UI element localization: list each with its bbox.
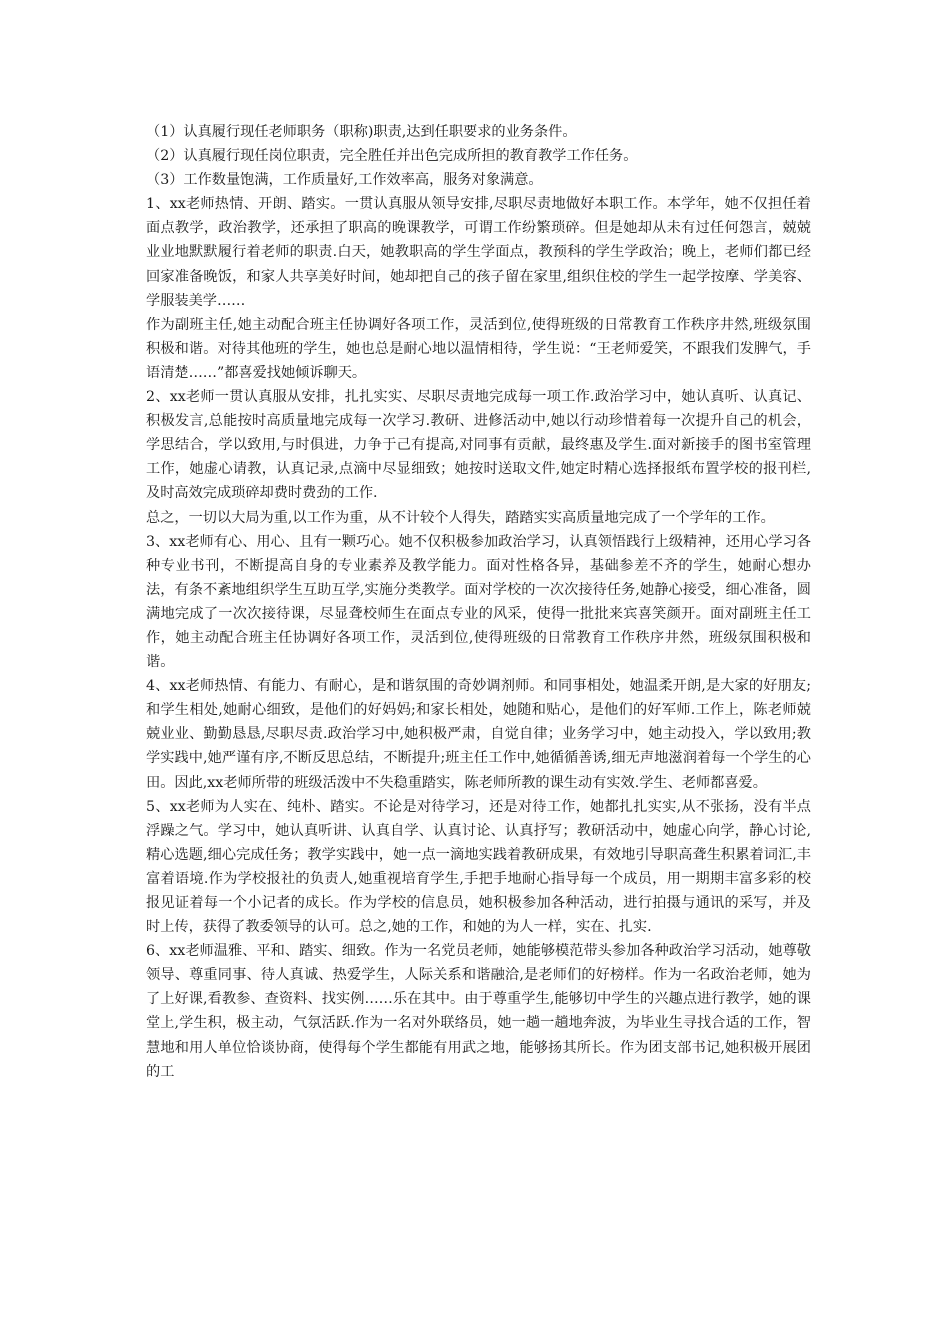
- requirement-3: （3）工作数量饱满，工作质量好,工作效率高，服务对象满意。: [146, 172, 543, 189]
- paragraph-teacher-5: 5、xx老师为人实在、纯朴、踏实。不论是对待学习，还是对待工作，她都扎扎实实,从不张扬，没有半点浮躁之气。学习中，她认真听讲、认真自学、认真讨论、认真抒写；教研活动中，她虚心向学，静心讨论,精心选题,细心完成任务；教学实践中，她一点一滴地实践着教研成果，有效地引导职高聋生积累着词汇,丰富着语境.作为学校报社的负责人,她重视培育学生,手把手地耐心指导每一个成员，用一期期丰富多彩的校报见证着每一个小记者的成长。作为学校的信息员，她积极参加各种活动，进行拍摄与通讯的采写，并及时上传，获得了教委领导的认可。总之,她的工作，和她的为人一样，实在、扎实.: [146, 798, 811, 936]
- paragraph-teacher-4: 4、xx老师热情、有能力、有耐心，是和谐氛围的奇妙调剂师。和同事相处，她温柔开朗,是大家的好朋友;和学生相处,她耐心细致，是他们的好妈妈;和家长相处，她随和贴心，是他们的好军师.工作上，陈老师兢兢业业、勤勤恳恳,尽职尽责.政治学习中,她积极严肃，自觉自律；业务学习中，她主动投入，学以致用;教学实践中,她严谨有序,不断反思总结，不断提升;班主任工作中,她循循善诱,细无声地滋润着每一个学生的心田。因此,xx老师所带的班级活泼中不失稳重踏实，陈老师所教的课生动有实效.学生、老师都喜爱。: [146, 678, 811, 791]
- paragraph-teacher-1-cont: 作为副班主任,她主动配合班主任协调好各项工作，灵活到位,使得班级的日常教育工作秩序井然,班级氛围积极和谐。对待其他班的学生，她也总是耐心地以温情相待，学生说：“王老师爱笑，不跟我们发脾气，手语清楚……”都喜爱找她倾诉聊天。: [146, 316, 811, 381]
- paragraph-summary: 总之，一切以大局为重,以工作为重，从不计较个人得失，踏踏实实高质量地完成了一个学年的工作。: [146, 509, 775, 526]
- requirement-1: （1）认真履行现任老师职务（职称)职责,达到任职要求的业务条件。: [146, 124, 577, 140]
- paragraph-teacher-6: 6、xx老师温雅、平和、踏实、细致。作为一名党员老师，她能够模范带头参加各种政治学习活动，她尊敬领导、尊重同事、待人真诚、热爱学生，人际关系和谐融洽,是老师们的好榜样。作为一名政治老师，她为了上好课,看教参、查资料、找实例……乐在其中。由于尊重学生,能够切中学生的兴趣点进行教学，她的课堂上,学生积，极主动，气氛活跃.作为一名对外联络员，她一趟一趟地奔波，为毕业生寻找合适的工作，智慧地和用人单位恰谈协商，使得每个学生都能有用武之地，能够扬其所长。作为团支部书记,她积极开展团的工: [146, 943, 811, 1080]
- requirement-2: （2）认真履行现任岗位职责，完全胜任并出色完成所担的教育教学工作任务。: [146, 148, 638, 165]
- paragraph-teacher-2: 2、xx老师一贯认真服从安排，扎扎实实、尽职尽责地完成每一项工作.政治学习中，她认真听、认真记、积极发言,总能按时高质量地完成每一次学习.教研、进修活动中,她以行动珍惜着每一次提升自己的机会，学思结合，学以致用,与时俱进，力争于己有提高,对同事有贡献，最终惠及学生.面对新接手的图书室管理工作，她虚心请教，认真记录,点滴中尽显细致；她按时送取文件,她定时精心选择报纸布置学校的报刊栏,及时高效完成琐碎却费时费劲的工作.: [146, 389, 811, 502]
- paragraph-teacher-3: 3、xx老师有心、用心、且有一颗巧心。她不仅积极参加政治学习，认真领悟践行上级精神，还用心学习各种专业书刊，不断提高自身的专业素养及教学能力。面对性格各异，基础参差不齐的学生，她耐心想办法，有条不紊地组织学生互助互学,实施分类教学。面对学校的一次次接待任务,她静心接受，细心准备，圆满地完成了一次次接待课，尽显聋校师生在面点专业的风采，使得一批批来宾喜笑颜开。面对副班主任工作，她主动配合班主任协调好各项工作，灵活到位,使得班级的日常教育工作秩序井然，班级氛围积极和谐。: [146, 533, 811, 671]
- paragraph-teacher-1: 1、xx老师热情、开朗、踏实。一贯认真服从领导安排,尽职尽责地做好本职工作。本学年，她不仅担任着面点教学，政治教学，还承担了职高的晚课教学，可谓工作纷繁琐碎。但是她却从未有过任何怨言，兢兢业业地默默履行着老师的职责.白天，她教职高的学生学面点，教预科的学生学政治；晚上，老师们都已经回家准备晚饭，和家人共享美好时间，她却把自己的孩子留在家里,组织住校的学生一起学按摩、学美容、学服装美学……: [146, 196, 811, 309]
- document-page: [146, 120, 811, 1084]
